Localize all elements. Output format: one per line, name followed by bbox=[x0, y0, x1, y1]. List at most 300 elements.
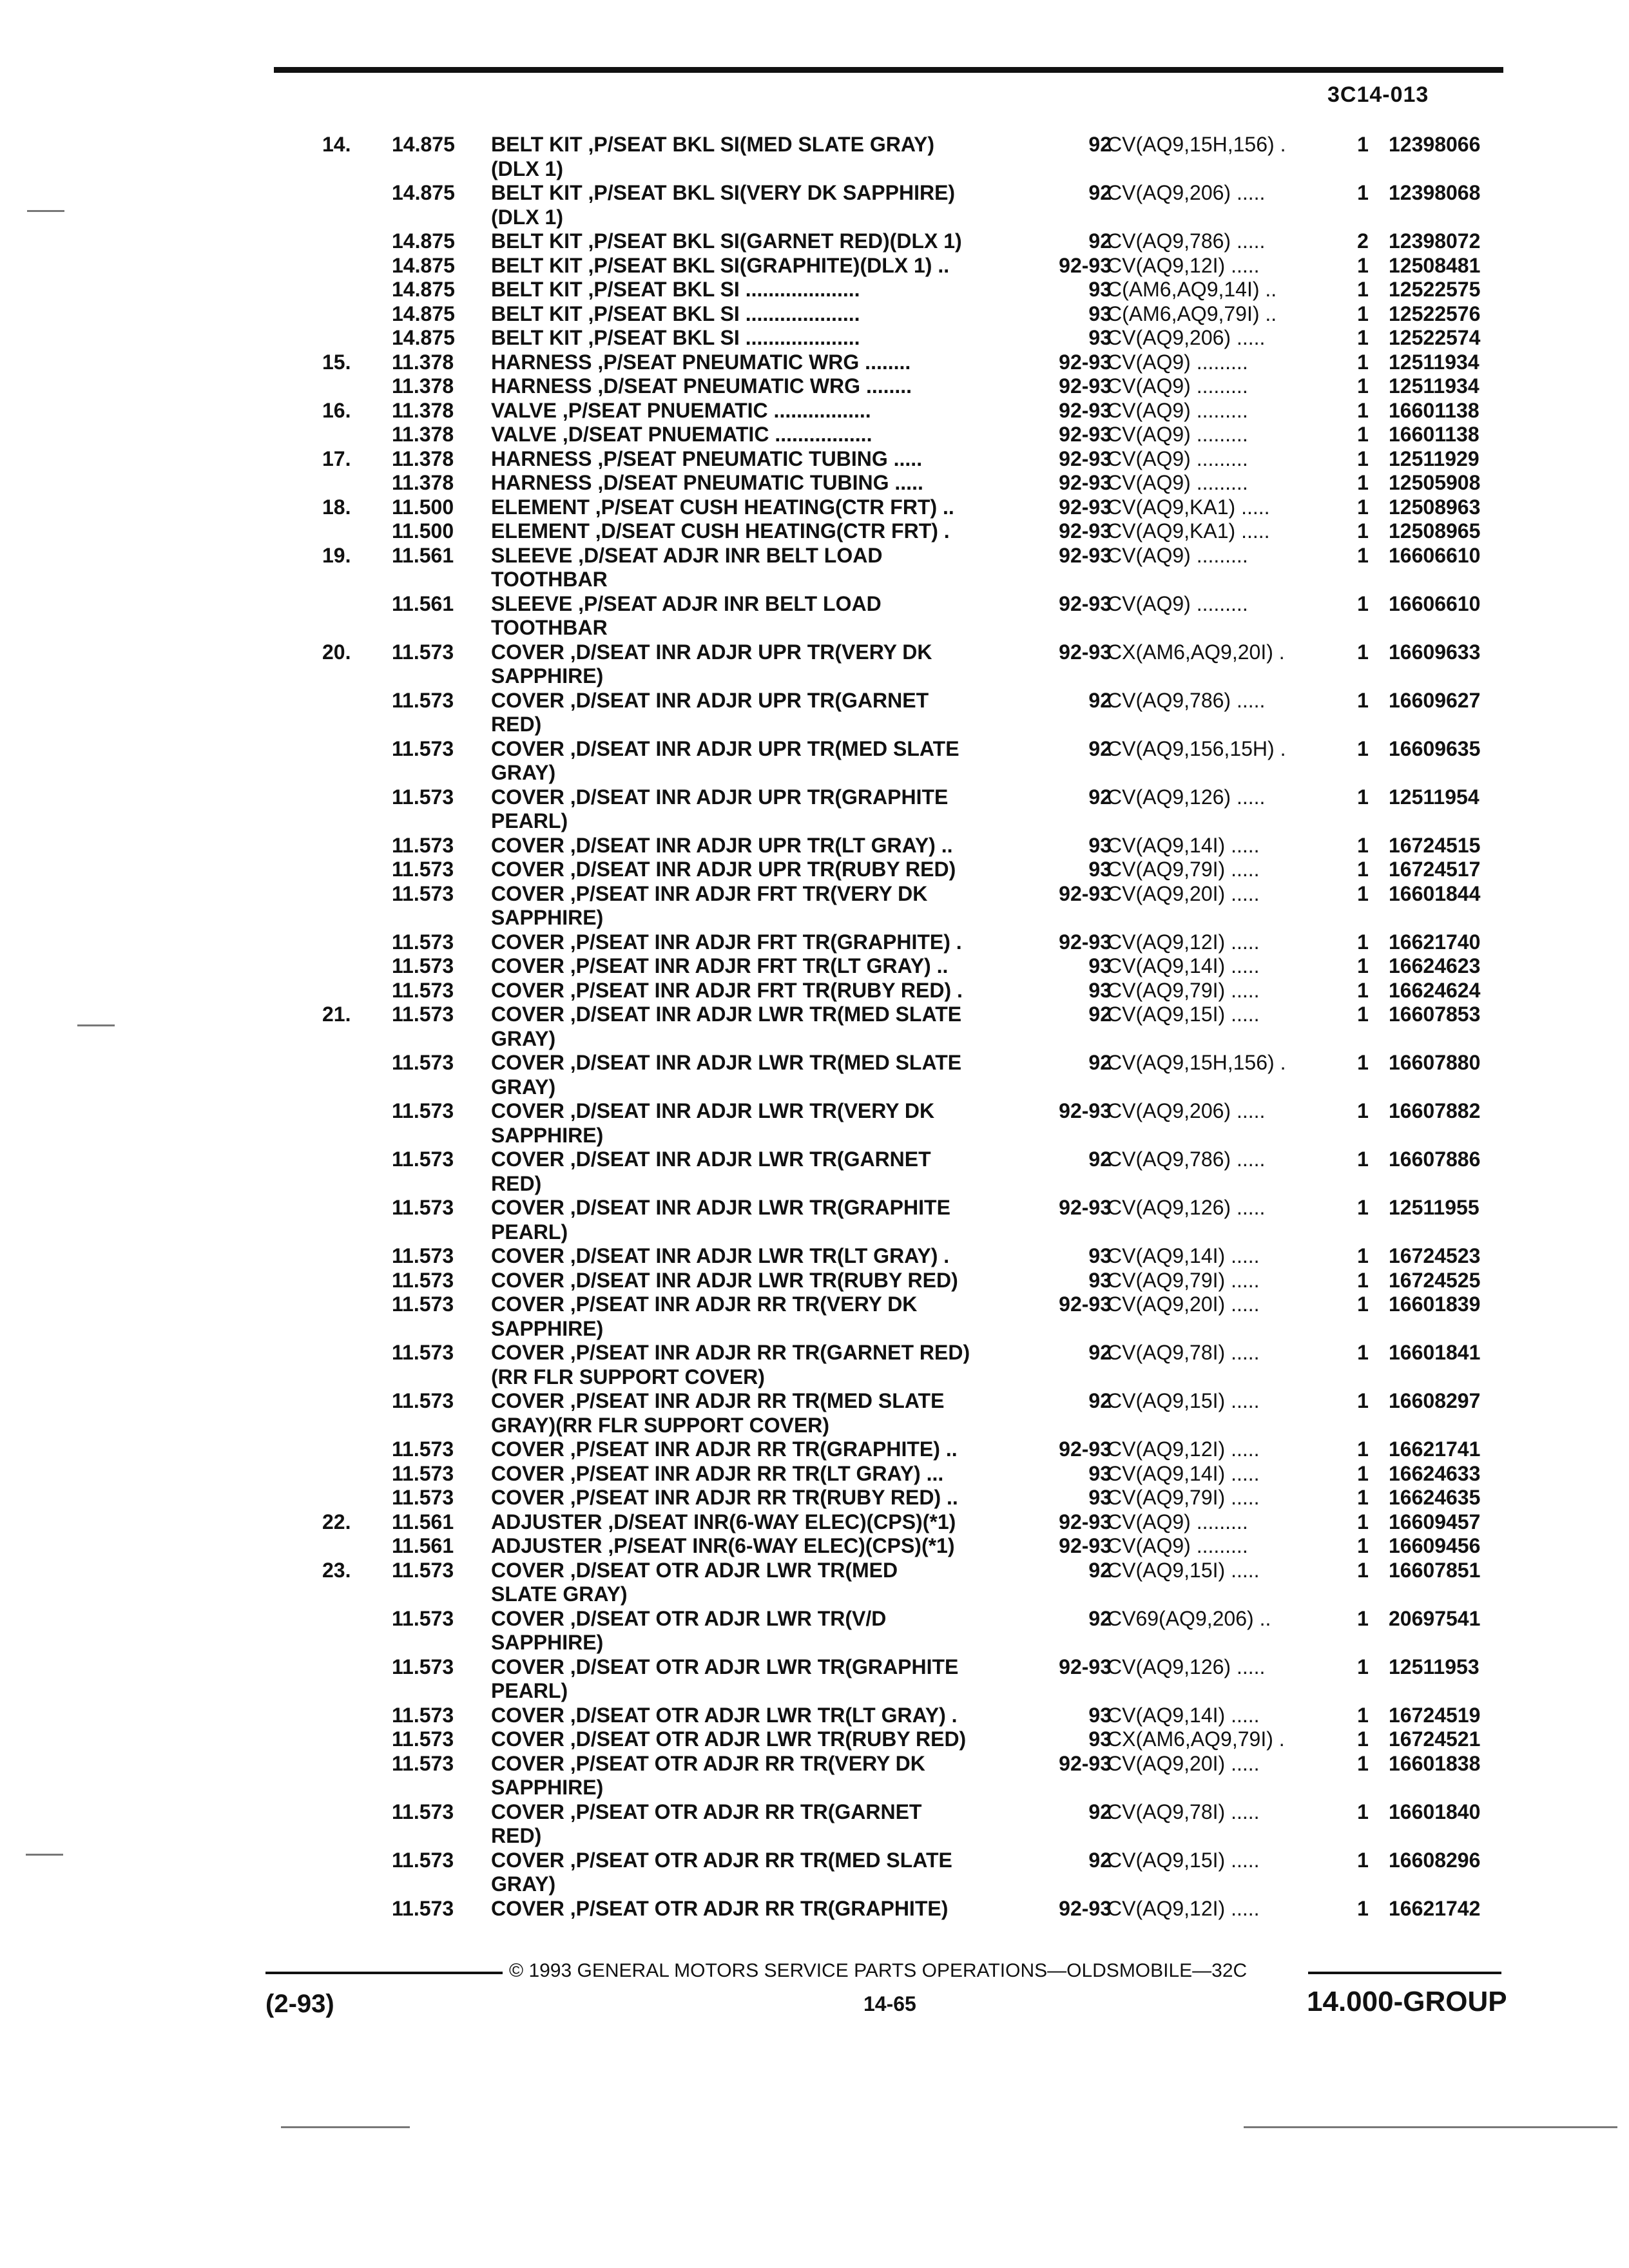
parts-group-cell: 11.573 bbox=[392, 1268, 454, 1292]
parts-desc-cell: SAPPHIRE) bbox=[491, 1631, 604, 1654]
parts-option-cell: CV(AQ9,15H,156) . bbox=[1107, 133, 1286, 156]
parts-group-cell: 11.573 bbox=[392, 1099, 454, 1122]
parts-year-cell: 92 bbox=[1088, 688, 1112, 712]
parts-qty-cell: 1 bbox=[1357, 374, 1369, 398]
parts-row bbox=[284, 133, 1508, 157]
parts-desc-cell: COVER ,P/SEAT OTR ADJR RR TR(VERY DK bbox=[491, 1751, 925, 1775]
parts-row bbox=[284, 399, 1508, 423]
parts-year-cell: 92-93 bbox=[1059, 1896, 1112, 1920]
parts-desc-cell: SAPPHIRE) bbox=[491, 906, 604, 929]
parts-qty-cell: 1 bbox=[1357, 930, 1369, 954]
parts-row bbox=[284, 785, 1508, 810]
parts-desc-cell: PEARL) bbox=[491, 809, 568, 832]
parts-desc-cell: SAPPHIRE) bbox=[491, 1316, 604, 1340]
parts-option-cell: CV(AQ9,79I) ..... bbox=[1107, 1486, 1260, 1509]
parts-qty-cell: 1 bbox=[1357, 423, 1369, 446]
parts-option-cell: CV(AQ9,79I) ..... bbox=[1107, 978, 1260, 1002]
parts-row bbox=[284, 1824, 1508, 1849]
parts-year-cell: 93 bbox=[1088, 1244, 1112, 1267]
parts-year-cell: 93 bbox=[1088, 954, 1112, 977]
parts-desc-cell: PEARL) bbox=[491, 1220, 568, 1244]
parts-qty-cell: 1 bbox=[1357, 640, 1369, 664]
parts-row bbox=[284, 954, 1508, 979]
parts-desc-cell: COVER ,P/SEAT INR ADJR FRT TR(LT GRAY) .. bbox=[491, 954, 949, 977]
parts-part-cell: 12508481 bbox=[1389, 253, 1481, 277]
parts-group-cell: 11.573 bbox=[392, 1461, 454, 1485]
parts-part-cell: 16607886 bbox=[1389, 1148, 1481, 1171]
parts-ref-cell: 20. bbox=[322, 640, 351, 664]
parts-row bbox=[284, 1872, 1508, 1897]
parts-desc-cell: ADJUSTER ,P/SEAT INR(6-WAY ELEC)(CPS)(*1) bbox=[491, 1534, 955, 1557]
parts-group-cell: 11.573 bbox=[392, 1003, 454, 1026]
parts-option-cell: CV(AQ9,79I) ..... bbox=[1107, 1268, 1260, 1292]
parts-row bbox=[284, 737, 1508, 762]
parts-year-cell: 92-93 bbox=[1059, 350, 1112, 374]
parts-row bbox=[284, 1003, 1508, 1027]
parts-row bbox=[284, 1389, 1508, 1414]
footer-page-number: 14-65 bbox=[863, 1992, 916, 2015]
parts-row bbox=[284, 1196, 1508, 1220]
parts-part-cell: 16609456 bbox=[1389, 1534, 1481, 1557]
parts-group-cell: 11.573 bbox=[392, 1606, 454, 1630]
parts-row bbox=[284, 1582, 1508, 1607]
parts-desc-cell: COVER ,D/SEAT INR ADJR UPR TR(VERY DK bbox=[491, 640, 932, 664]
parts-part-cell: 12505908 bbox=[1389, 471, 1481, 494]
parts-option-cell: CV(AQ9,15I) ..... bbox=[1107, 1003, 1260, 1026]
parts-year-cell: 93 bbox=[1088, 833, 1112, 857]
parts-option-cell: CV(AQ9,206) ..... bbox=[1107, 181, 1266, 204]
parts-row bbox=[284, 544, 1508, 568]
parts-part-cell: 12508965 bbox=[1389, 519, 1481, 543]
parts-group-cell: 11.573 bbox=[392, 1727, 454, 1751]
parts-desc-cell: SAPPHIRE) bbox=[491, 664, 604, 687]
parts-row bbox=[284, 930, 1508, 955]
parts-list bbox=[284, 133, 1508, 1921]
parts-option-cell: C(AM6,AQ9,79I) .. bbox=[1107, 302, 1277, 325]
parts-desc-cell: (DLX 1) bbox=[491, 157, 563, 180]
parts-part-cell: 16608296 bbox=[1389, 1848, 1481, 1872]
parts-desc-cell: COVER ,D/SEAT INR ADJR LWR TR(RUBY RED) bbox=[491, 1268, 958, 1292]
parts-desc-cell: HARNESS ,P/SEAT PNEUMATIC WRG ........ bbox=[491, 350, 911, 374]
parts-option-cell: CV(AQ9,12I) ..... bbox=[1107, 930, 1260, 954]
parts-desc-cell: SLATE GRAY) bbox=[491, 1582, 628, 1606]
parts-row bbox=[284, 1800, 1508, 1825]
parts-row bbox=[284, 519, 1508, 544]
parts-option-cell: CV(AQ9,786) ..... bbox=[1107, 229, 1266, 253]
parts-qty-cell: 1 bbox=[1357, 1534, 1369, 1557]
parts-part-cell: 12398066 bbox=[1389, 133, 1481, 156]
parts-year-cell: 92 bbox=[1088, 133, 1112, 156]
parts-year-cell: 92-93 bbox=[1059, 398, 1112, 422]
parts-part-cell: 16624635 bbox=[1389, 1486, 1481, 1509]
parts-desc-cell: COVER ,P/SEAT OTR ADJR RR TR(GRAPHITE) bbox=[491, 1896, 949, 1920]
parts-year-cell: 92 bbox=[1088, 1558, 1112, 1582]
parts-qty-cell: 1 bbox=[1357, 302, 1369, 325]
parts-option-cell: CV(AQ9,156,15H) . bbox=[1107, 736, 1286, 760]
parts-option-cell: CV(AQ9,20I) ..... bbox=[1107, 1751, 1260, 1775]
parts-qty-cell: 1 bbox=[1357, 1510, 1369, 1533]
parts-year-cell: 93 bbox=[1088, 858, 1112, 881]
parts-desc-cell: GRAY) bbox=[491, 1026, 556, 1050]
parts-group-cell: 11.573 bbox=[392, 833, 454, 857]
parts-ref-cell: 16. bbox=[322, 398, 351, 422]
parts-qty-cell: 1 bbox=[1357, 1800, 1369, 1823]
parts-qty-cell: 1 bbox=[1357, 1293, 1369, 1316]
parts-desc-cell: BELT KIT ,P/SEAT BKL SI .................... bbox=[491, 326, 860, 349]
parts-desc-cell: ELEMENT ,P/SEAT CUSH HEATING(CTR FRT) .. bbox=[491, 495, 954, 519]
parts-year-cell: 92-93 bbox=[1059, 1655, 1112, 1678]
parts-part-cell: 12511955 bbox=[1389, 1196, 1480, 1219]
parts-option-cell: CV(AQ9,20I) ..... bbox=[1107, 1293, 1260, 1316]
parts-qty-cell: 1 bbox=[1357, 591, 1369, 615]
parts-qty-cell: 1 bbox=[1357, 1244, 1369, 1267]
parts-year-cell: 92-93 bbox=[1059, 519, 1112, 543]
parts-year-cell: 92 bbox=[1088, 1800, 1112, 1823]
parts-year-cell: 92-93 bbox=[1059, 447, 1112, 470]
parts-row bbox=[284, 882, 1508, 907]
parts-group-cell: 11.573 bbox=[392, 736, 454, 760]
parts-part-cell: 16601838 bbox=[1389, 1751, 1481, 1775]
parts-group-cell: 11.573 bbox=[392, 1848, 454, 1872]
parts-option-cell: CV(AQ9,20I) ..... bbox=[1107, 881, 1260, 905]
parts-desc-cell: COVER ,D/SEAT INR ADJR LWR TR(GRAPHITE bbox=[491, 1196, 950, 1219]
scan-mark bbox=[1244, 2126, 1617, 2128]
parts-year-cell: 93 bbox=[1088, 1461, 1112, 1485]
parts-year-cell: 93 bbox=[1088, 302, 1112, 325]
parts-row bbox=[284, 229, 1508, 254]
parts-row bbox=[284, 471, 1508, 495]
parts-group-cell: 11.561 bbox=[392, 1534, 454, 1557]
parts-ref-cell: 21. bbox=[322, 1003, 351, 1026]
parts-row bbox=[284, 858, 1508, 882]
parts-option-cell: CV69(AQ9,206) .. bbox=[1107, 1606, 1271, 1630]
parts-option-cell: CV(AQ9,KA1) ..... bbox=[1107, 495, 1270, 519]
parts-desc-cell: ADJUSTER ,D/SEAT INR(6-WAY ELEC)(CPS)(*1) bbox=[491, 1510, 956, 1533]
parts-qty-cell: 1 bbox=[1357, 495, 1369, 519]
parts-option-cell: CV(AQ9,15I) ..... bbox=[1107, 1558, 1260, 1582]
parts-qty-cell: 1 bbox=[1357, 1196, 1369, 1219]
parts-year-cell: 92-93 bbox=[1059, 471, 1112, 494]
parts-group-cell: 11.573 bbox=[392, 1655, 454, 1678]
parts-part-cell: 12508963 bbox=[1389, 495, 1481, 519]
parts-desc-cell: SLEEVE ,D/SEAT ADJR INR BELT LOAD bbox=[491, 543, 883, 567]
parts-qty-cell: 1 bbox=[1357, 736, 1369, 760]
parts-group-cell: 11.561 bbox=[392, 591, 454, 615]
parts-desc-cell: RED) bbox=[491, 713, 542, 736]
parts-part-cell: 16608297 bbox=[1389, 1389, 1481, 1412]
parts-part-cell: 12522576 bbox=[1389, 302, 1481, 325]
parts-part-cell: 12511929 bbox=[1389, 447, 1480, 470]
parts-part-cell: 16624633 bbox=[1389, 1461, 1481, 1485]
parts-part-cell: 12511934 bbox=[1389, 350, 1480, 374]
parts-year-cell: 92 bbox=[1088, 1148, 1112, 1171]
parts-part-cell: 16601844 bbox=[1389, 881, 1481, 905]
parts-option-cell: CV(AQ9) ......... bbox=[1107, 1534, 1248, 1557]
parts-part-cell: 12398072 bbox=[1389, 229, 1481, 253]
parts-row bbox=[284, 592, 1508, 617]
parts-ref-cell: 23. bbox=[322, 1558, 351, 1582]
parts-group-cell: 11.573 bbox=[392, 1293, 454, 1316]
parts-desc-cell: COVER ,D/SEAT OTR ADJR LWR TR(MED bbox=[491, 1558, 898, 1582]
parts-group-cell: 11.573 bbox=[392, 1558, 454, 1582]
parts-row bbox=[284, 1365, 1508, 1390]
parts-option-cell: CV(AQ9,14I) ..... bbox=[1107, 1461, 1260, 1485]
parts-ref-cell: 19. bbox=[322, 543, 351, 567]
parts-row bbox=[284, 1099, 1508, 1124]
parts-qty-cell: 1 bbox=[1357, 133, 1369, 156]
parts-group-cell: 11.573 bbox=[392, 1486, 454, 1509]
parts-option-cell: CV(AQ9,12I) ..... bbox=[1107, 1896, 1260, 1920]
parts-part-cell: 12511954 bbox=[1389, 785, 1480, 809]
footer-rule-left-long bbox=[265, 1972, 490, 1974]
parts-year-cell: 92-93 bbox=[1059, 374, 1112, 398]
parts-row bbox=[284, 1462, 1508, 1486]
parts-qty-cell: 1 bbox=[1357, 519, 1369, 543]
parts-row bbox=[284, 1655, 1508, 1680]
scan-mark bbox=[77, 1024, 115, 1026]
parts-row bbox=[284, 181, 1508, 206]
parts-group-cell: 14.875 bbox=[392, 133, 455, 156]
parts-desc-cell: (RR FLR SUPPORT COVER) bbox=[491, 1365, 765, 1389]
parts-option-cell: CV(AQ9,78I) ..... bbox=[1107, 1800, 1260, 1823]
parts-qty-cell: 1 bbox=[1357, 1751, 1369, 1775]
parts-qty-cell: 1 bbox=[1357, 1389, 1369, 1412]
parts-option-cell: CV(AQ9,14I) ..... bbox=[1107, 954, 1260, 977]
parts-part-cell: 16607882 bbox=[1389, 1099, 1481, 1122]
parts-qty-cell: 1 bbox=[1357, 881, 1369, 905]
parts-group-cell: 11.378 bbox=[392, 447, 454, 470]
parts-year-cell: 93 bbox=[1088, 1703, 1112, 1727]
parts-group-cell: 11.573 bbox=[392, 640, 454, 664]
parts-row bbox=[284, 423, 1508, 447]
parts-row bbox=[284, 1051, 1508, 1075]
parts-part-cell: 16724525 bbox=[1389, 1268, 1481, 1292]
parts-desc-cell: BELT KIT ,P/SEAT BKL SI .................... bbox=[491, 278, 860, 301]
parts-desc-cell: COVER ,D/SEAT INR ADJR UPR TR(GRAPHITE bbox=[491, 785, 949, 809]
parts-row bbox=[284, 1752, 1508, 1776]
parts-row bbox=[284, 616, 1508, 640]
parts-part-cell: 16609457 bbox=[1389, 1510, 1481, 1533]
parts-row bbox=[284, 351, 1508, 375]
parts-part-cell: 16601840 bbox=[1389, 1800, 1481, 1823]
parts-part-cell: 16621741 bbox=[1389, 1437, 1481, 1461]
parts-ref-cell: 17. bbox=[322, 447, 351, 470]
parts-row bbox=[284, 906, 1508, 930]
parts-year-cell: 92-93 bbox=[1059, 1510, 1112, 1533]
parts-group-cell: 11.573 bbox=[392, 1244, 454, 1267]
parts-option-cell: CV(AQ9,126) ..... bbox=[1107, 785, 1266, 809]
parts-ref-cell: 14. bbox=[322, 133, 351, 156]
parts-group-cell: 11.573 bbox=[392, 1437, 454, 1461]
parts-year-cell: 92-93 bbox=[1059, 423, 1112, 446]
parts-part-cell: 16601138 bbox=[1389, 423, 1480, 446]
parts-part-cell: 16606610 bbox=[1389, 543, 1481, 567]
parts-group-cell: 11.378 bbox=[392, 398, 454, 422]
parts-group-cell: 11.378 bbox=[392, 423, 454, 446]
parts-option-cell: CV(AQ9,12I) ..... bbox=[1107, 1437, 1260, 1461]
parts-row bbox=[284, 761, 1508, 785]
parts-part-cell: 16601841 bbox=[1389, 1341, 1481, 1364]
parts-year-cell: 92-93 bbox=[1059, 1751, 1112, 1775]
parts-row bbox=[284, 1075, 1508, 1100]
parts-part-cell: 12511953 bbox=[1389, 1655, 1480, 1678]
parts-year-cell: 92 bbox=[1088, 736, 1112, 760]
parts-desc-cell: COVER ,D/SEAT INR ADJR UPR TR(LT GRAY) .. bbox=[491, 833, 953, 857]
parts-part-cell: 16724521 bbox=[1389, 1727, 1481, 1751]
parts-row bbox=[284, 1172, 1508, 1196]
parts-option-cell: CV(AQ9,206) ..... bbox=[1107, 1099, 1266, 1122]
parts-qty-cell: 1 bbox=[1357, 471, 1369, 494]
parts-part-cell: 16609633 bbox=[1389, 640, 1481, 664]
parts-row bbox=[284, 1510, 1508, 1535]
parts-group-cell: 11.573 bbox=[392, 1341, 454, 1364]
parts-option-cell: CV(AQ9,78I) ..... bbox=[1107, 1341, 1260, 1364]
parts-year-cell: 92-93 bbox=[1059, 1534, 1112, 1557]
parts-part-cell: 16724517 bbox=[1389, 858, 1481, 881]
parts-desc-cell: BELT KIT ,P/SEAT BKL SI(GRAPHITE)(DLX 1) .. bbox=[491, 253, 950, 277]
parts-part-cell: 16607853 bbox=[1389, 1003, 1481, 1026]
parts-qty-cell: 1 bbox=[1357, 1486, 1369, 1509]
parts-desc-cell: PEARL) bbox=[491, 1679, 568, 1702]
parts-part-cell: 16621742 bbox=[1389, 1896, 1481, 1920]
parts-option-cell: CV(AQ9,15H,156) . bbox=[1107, 1051, 1286, 1074]
parts-part-cell: 16609635 bbox=[1389, 736, 1481, 760]
parts-part-cell: 16624624 bbox=[1389, 978, 1481, 1002]
parts-desc-cell: COVER ,D/SEAT OTR ADJR LWR TR(GRAPHITE bbox=[491, 1655, 959, 1678]
parts-qty-cell: 1 bbox=[1357, 1099, 1369, 1122]
parts-option-cell: CV(AQ9) ......... bbox=[1107, 471, 1248, 494]
parts-row bbox=[284, 1534, 1508, 1559]
parts-group-cell: 11.573 bbox=[392, 785, 454, 809]
parts-group-cell: 14.875 bbox=[392, 181, 455, 204]
parts-year-cell: 92 bbox=[1088, 1606, 1112, 1630]
parts-qty-cell: 1 bbox=[1357, 543, 1369, 567]
parts-group-cell: 11.561 bbox=[392, 543, 454, 567]
parts-qty-cell: 1 bbox=[1357, 688, 1369, 712]
parts-group-cell: 11.573 bbox=[392, 1703, 454, 1727]
parts-qty-cell: 1 bbox=[1357, 181, 1369, 204]
footer-rule-left bbox=[490, 1972, 503, 1974]
parts-desc-cell: VALVE ,P/SEAT PNUEMATIC ................. bbox=[491, 398, 871, 422]
header-rule bbox=[274, 67, 1503, 73]
parts-qty-cell: 1 bbox=[1357, 1051, 1369, 1074]
parts-year-cell: 92-93 bbox=[1059, 1293, 1112, 1316]
parts-part-cell: 12522575 bbox=[1389, 278, 1481, 301]
parts-year-cell: 92-93 bbox=[1059, 591, 1112, 615]
parts-year-cell: 92 bbox=[1088, 785, 1112, 809]
parts-option-cell: CV(AQ9,15I) ..... bbox=[1107, 1389, 1260, 1412]
footer-date: (2-93) bbox=[265, 1990, 334, 2018]
parts-desc-cell: VALVE ,D/SEAT PNUEMATIC ................. bbox=[491, 423, 872, 446]
parts-qty-cell: 1 bbox=[1357, 1148, 1369, 1171]
parts-qty-cell: 1 bbox=[1357, 1727, 1369, 1751]
copyright-notice: © 1993 GENERAL MOTORS SERVICE PARTS OPERATIONS—OLDSMOBILE—32C bbox=[509, 1960, 1248, 1981]
parts-part-cell: 16607851 bbox=[1389, 1558, 1481, 1582]
parts-row bbox=[284, 1559, 1508, 1583]
parts-desc-cell: COVER ,D/SEAT OTR ADJR LWR TR(RUBY RED) bbox=[491, 1727, 967, 1751]
parts-desc-cell: COVER ,P/SEAT INR ADJR RR TR(RUBY RED) .. bbox=[491, 1486, 958, 1509]
parts-qty-cell: 1 bbox=[1357, 785, 1369, 809]
footer-group-label: 14.000-GROUP bbox=[1307, 1986, 1507, 2017]
parts-row bbox=[284, 1727, 1508, 1752]
parts-desc-cell: COVER ,P/SEAT INR ADJR FRT TR(VERY DK bbox=[491, 881, 928, 905]
parts-row bbox=[284, 689, 1508, 713]
parts-option-cell: CV(AQ9,14I) ..... bbox=[1107, 833, 1260, 857]
parts-year-cell: 92-93 bbox=[1059, 1437, 1112, 1461]
parts-desc-cell: COVER ,P/SEAT INR ADJR RR TR(MED SLATE bbox=[491, 1389, 945, 1412]
parts-option-cell: CV(AQ9,786) ..... bbox=[1107, 1148, 1266, 1171]
parts-row bbox=[284, 495, 1508, 520]
parts-qty-cell: 1 bbox=[1357, 1896, 1369, 1920]
scan-mark bbox=[26, 1854, 63, 1856]
parts-row bbox=[284, 979, 1508, 1003]
parts-desc-cell: BELT KIT ,P/SEAT BKL SI(VERY DK SAPPHIRE) bbox=[491, 181, 956, 204]
parts-qty-cell: 1 bbox=[1357, 1606, 1369, 1630]
parts-desc-cell: RED) bbox=[491, 1824, 542, 1847]
parts-year-cell: 93 bbox=[1088, 1727, 1112, 1751]
parts-qty-cell: 1 bbox=[1357, 1003, 1369, 1026]
parts-group-cell: 11.378 bbox=[392, 350, 454, 374]
parts-desc-cell: (DLX 1) bbox=[491, 205, 563, 229]
parts-group-cell: 11.573 bbox=[392, 1148, 454, 1171]
parts-desc-cell: GRAY) bbox=[491, 1872, 556, 1896]
parts-desc-cell: ELEMENT ,D/SEAT CUSH HEATING(CTR FRT) . bbox=[491, 519, 950, 543]
parts-row bbox=[284, 834, 1508, 858]
parts-qty-cell: 1 bbox=[1357, 398, 1369, 422]
parts-qty-cell: 1 bbox=[1357, 858, 1369, 881]
parts-row bbox=[284, 713, 1508, 737]
parts-row bbox=[284, 1244, 1508, 1269]
parts-group-cell: 11.573 bbox=[392, 954, 454, 977]
parts-group-cell: 11.561 bbox=[392, 1510, 454, 1533]
parts-option-cell: CV(AQ9,206) ..... bbox=[1107, 326, 1266, 349]
parts-ref-cell: 18. bbox=[322, 495, 351, 519]
parts-desc-cell: BELT KIT ,P/SEAT BKL SI(MED SLATE GRAY) bbox=[491, 133, 935, 156]
page-code: 3C14-013 bbox=[1327, 82, 1429, 107]
parts-desc-cell: COVER ,D/SEAT OTR ADJR LWR TR(LT GRAY) . bbox=[491, 1703, 958, 1727]
parts-part-cell: 16606610 bbox=[1389, 591, 1481, 615]
parts-option-cell: CV(AQ9,126) ..... bbox=[1107, 1196, 1266, 1219]
parts-option-cell: CV(AQ9,15I) ..... bbox=[1107, 1848, 1260, 1872]
parts-part-cell: 16609627 bbox=[1389, 688, 1481, 712]
parts-year-cell: 93 bbox=[1088, 978, 1112, 1002]
parts-group-cell: 14.875 bbox=[392, 278, 455, 301]
parts-option-cell: CX(AM6,AQ9,79I) . bbox=[1107, 1727, 1285, 1751]
parts-option-cell: CV(AQ9,786) ..... bbox=[1107, 688, 1266, 712]
parts-row bbox=[284, 1486, 1508, 1510]
parts-part-cell: 16724515 bbox=[1389, 833, 1481, 857]
parts-qty-cell: 1 bbox=[1357, 1848, 1369, 1872]
parts-row bbox=[284, 1849, 1508, 1873]
parts-option-cell: CV(AQ9,79I) ..... bbox=[1107, 858, 1260, 881]
parts-desc-cell: SLEEVE ,P/SEAT ADJR INR BELT LOAD bbox=[491, 591, 882, 615]
parts-option-cell: CV(AQ9) ......... bbox=[1107, 447, 1248, 470]
parts-qty-cell: 1 bbox=[1357, 1655, 1369, 1678]
parts-option-cell: CX(AM6,AQ9,20I) . bbox=[1107, 640, 1285, 664]
parts-desc-cell: COVER ,P/SEAT OTR ADJR RR TR(GARNET bbox=[491, 1800, 922, 1823]
parts-option-cell: CV(AQ9,KA1) ..... bbox=[1107, 519, 1270, 543]
parts-desc-cell: COVER ,P/SEAT OTR ADJR RR TR(MED SLATE bbox=[491, 1848, 952, 1872]
parts-part-cell: 16621740 bbox=[1389, 930, 1481, 954]
parts-group-cell: 11.573 bbox=[392, 1196, 454, 1219]
parts-part-cell: 12398068 bbox=[1389, 181, 1481, 204]
parts-qty-cell: 1 bbox=[1357, 253, 1369, 277]
parts-part-cell: 20697541 bbox=[1389, 1606, 1481, 1630]
parts-year-cell: 92-93 bbox=[1059, 1196, 1112, 1219]
parts-group-cell: 14.875 bbox=[392, 229, 455, 253]
parts-year-cell: 93 bbox=[1088, 1486, 1112, 1509]
parts-year-cell: 92 bbox=[1088, 1848, 1112, 1872]
